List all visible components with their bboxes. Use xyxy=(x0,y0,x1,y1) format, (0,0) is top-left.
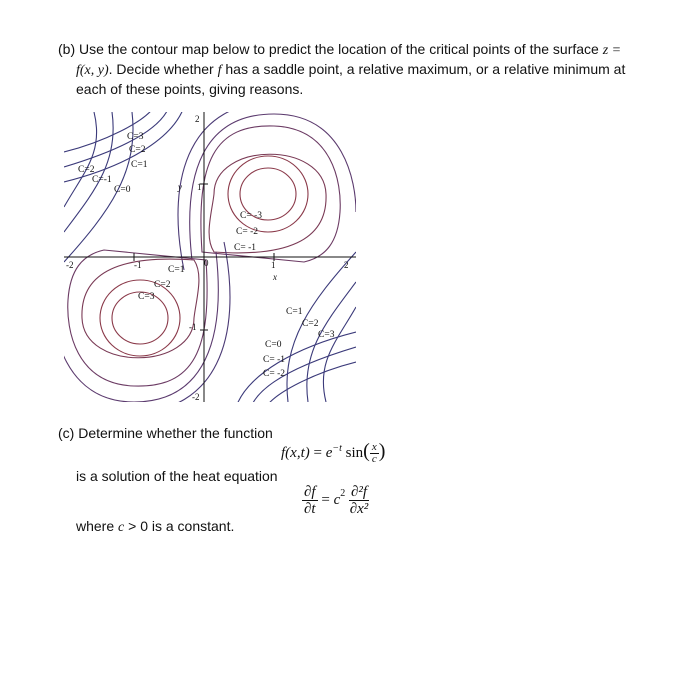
contour-label: C=0 xyxy=(114,185,131,195)
func-frac-den: c xyxy=(371,453,377,466)
contour-svg xyxy=(64,112,356,402)
contour-label: C= -2 xyxy=(263,369,285,379)
contour-label: C=3 xyxy=(127,132,144,142)
contour-label: C=-1 xyxy=(92,175,112,185)
pde-lhs-den: ∂t xyxy=(304,501,316,517)
contour-arc xyxy=(266,362,356,402)
contour-map xyxy=(64,112,356,402)
pde-rhs-den: ∂x² xyxy=(349,501,369,517)
x-tick-2: 2 xyxy=(344,260,349,270)
func-equals: = xyxy=(313,445,322,461)
part-b-line3: each of these points, giving reasons. xyxy=(76,81,304,97)
pde-lhs xyxy=(302,484,318,517)
contour-arc xyxy=(64,112,169,167)
func-frac xyxy=(370,442,379,465)
f-symbol: f xyxy=(217,63,222,78)
contour-ring xyxy=(209,154,326,253)
heat-intro: is a solution of the heat equation xyxy=(76,468,278,484)
pde-equals: = xyxy=(321,492,330,508)
contour-label: C=1 xyxy=(131,160,148,170)
contour-label: C=3 xyxy=(318,330,335,340)
y-tick-1: 1 xyxy=(197,182,202,192)
where-c: c xyxy=(118,520,125,535)
where-constraint: > 0 is a constant. xyxy=(128,518,235,534)
contour-ring xyxy=(178,112,274,270)
contour-label: C=2 xyxy=(154,280,171,290)
contour-label: C=2 xyxy=(129,145,146,155)
contour-label: C=1 xyxy=(168,265,185,275)
function-equation: $f(x,t) = e^{-t}$ sin( $\frac{x}{c}$ ) xyxy=(281,440,386,466)
pde-c: c xyxy=(333,492,341,508)
contour-ring xyxy=(201,126,340,262)
upper-right-contours xyxy=(178,112,356,270)
part-b-text xyxy=(58,40,658,98)
part-b-line2: . Decide whether xyxy=(108,61,214,77)
contour-arc xyxy=(307,282,356,402)
x-tick-1: 1 xyxy=(271,260,276,270)
contour-label: C= -3 xyxy=(240,211,262,221)
where-text: where xyxy=(76,518,115,534)
contour-label: C=2 xyxy=(78,165,95,175)
func-frac-num: x xyxy=(371,441,377,454)
x-tick-m1: -1 xyxy=(134,260,142,270)
contour-label: C=0 xyxy=(265,340,282,350)
x-axis-label: x xyxy=(273,272,277,282)
func-exp: −t xyxy=(332,443,342,454)
x-tick-m2: -2 xyxy=(66,260,74,270)
contour-label: C= -1 xyxy=(263,355,285,365)
y-tick-2: 2 xyxy=(195,114,200,124)
fxy-symbol: f(x, y) xyxy=(76,63,109,78)
lower-right-saddle-arcs xyxy=(236,252,356,402)
func-exp-base: e xyxy=(325,445,333,461)
x-tick-0: 0 xyxy=(204,258,209,268)
axes xyxy=(64,112,356,402)
pde-c-exp: 2 xyxy=(340,487,346,499)
pde-rhs xyxy=(349,484,369,517)
contour-label: C=2 xyxy=(302,319,319,329)
part-b-line1: (b) Use the contour map below to predict the location of the critical points of the surface xyxy=(58,41,599,57)
heat-equation xyxy=(302,484,369,517)
y-tick-m2: -2 xyxy=(192,392,200,402)
func-lhs: f(x,t) xyxy=(281,445,310,461)
contour-ring xyxy=(68,250,207,386)
contour-arc xyxy=(287,252,356,402)
part-b-line2-end: has a saddle point, a relative maximum, or a relative minimum at xyxy=(225,61,626,77)
y-tick-m1: -1 xyxy=(189,322,197,332)
pde-lhs-num: ∂f xyxy=(304,484,316,500)
part-c-intro: (c) Determine whether the function xyxy=(58,425,273,441)
contour-label: C=1 xyxy=(286,307,303,317)
y-axis-label: y xyxy=(178,182,182,192)
z-equals: z = xyxy=(602,43,622,58)
where-line xyxy=(76,517,234,537)
pde-rhs-num: ∂²f xyxy=(350,484,368,500)
func-sin: sin xyxy=(345,445,364,461)
contour-label: C=3 xyxy=(138,292,155,302)
contour-label: C= -1 xyxy=(234,243,256,253)
contour-label: C= -2 xyxy=(236,227,258,237)
